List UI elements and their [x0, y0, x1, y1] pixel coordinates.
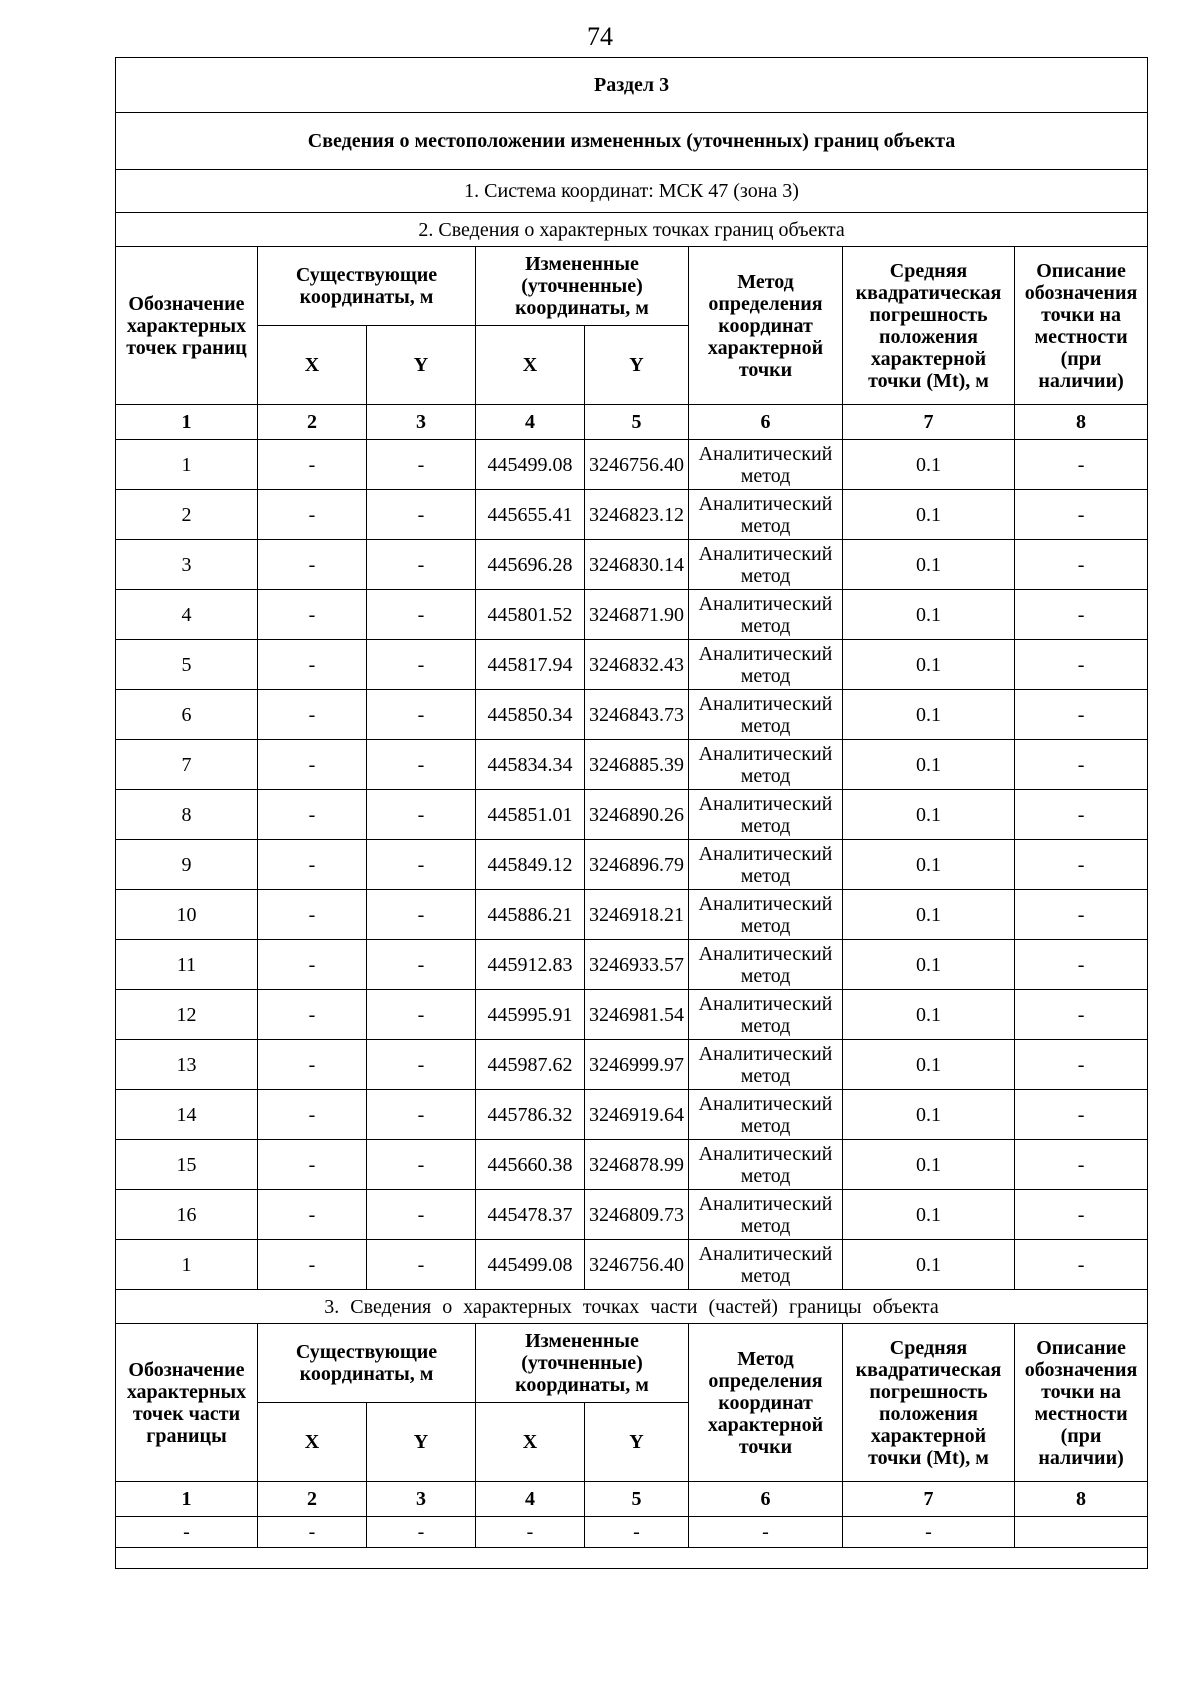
column-number: 4	[476, 1482, 585, 1517]
existing-x-cell: -	[258, 740, 367, 790]
mean-error-cell: 0.1	[843, 440, 1015, 490]
point-cell: 12	[116, 990, 258, 1040]
header-existing-coords: Существующие координаты, м	[258, 247, 476, 326]
changed-y-cell: 3246981.54	[585, 990, 689, 1040]
header-changed-y: Y	[585, 326, 689, 405]
section2-title: 2. Сведения о характерных точках границ объекта	[116, 213, 1148, 247]
column-number: 8	[1015, 405, 1148, 440]
changed-x-cell: 445499.08	[476, 440, 585, 490]
table-row	[116, 1190, 1148, 1240]
changed-y-cell: 3246933.57	[585, 940, 689, 990]
existing-x-cell: -	[258, 590, 367, 640]
mean-error-cell: 0.1	[843, 740, 1015, 790]
mean-error-cell: 0.1	[843, 940, 1015, 990]
changed-x-cell: 445995.91	[476, 990, 585, 1040]
header-existing-x: X	[258, 326, 367, 405]
changed-x-cell: 445834.34	[476, 740, 585, 790]
existing-x-cell: -	[258, 990, 367, 1040]
header-method: Метод определения координат характерной точки	[689, 247, 843, 405]
description-cell: -	[1015, 1140, 1148, 1190]
changed-y-cell: 3246999.97	[585, 1040, 689, 1090]
method-cell: Аналитический метод	[689, 1240, 843, 1290]
existing-x-cell: -	[258, 1090, 367, 1140]
changed-y-cell: 3246871.90	[585, 590, 689, 640]
point-cell: 8	[116, 790, 258, 840]
changed-y-cell: 3246896.79	[585, 840, 689, 890]
point-cell: 4	[116, 590, 258, 640]
changed-x-cell: 445696.28	[476, 540, 585, 590]
column-number: 1	[116, 405, 258, 440]
section3-title: 3. Сведения о характерных точках части (частей) границы объекта	[116, 1290, 1148, 1324]
section-subtitle: Сведения о местоположении измененных (уточненных) границ объекта	[116, 113, 1148, 170]
existing-x-cell: -	[258, 890, 367, 940]
point-cell: 1	[116, 1240, 258, 1290]
changed-x-cell: 445499.08	[476, 1240, 585, 1290]
existing-y-cell: -	[367, 1190, 476, 1240]
column-number: 3	[367, 405, 476, 440]
existing-y-cell: -	[367, 1240, 476, 1290]
point-cell: -	[116, 1517, 258, 1548]
method-cell: Аналитический метод	[689, 840, 843, 890]
point-cell: 14	[116, 1090, 258, 1140]
existing-y-cell: -	[367, 540, 476, 590]
point-cell: 16	[116, 1190, 258, 1240]
point-cell: 6	[116, 690, 258, 740]
table-row	[116, 590, 1148, 640]
header-description: Описание обозначения точки на местности (при наличии)	[1015, 1324, 1148, 1482]
point-cell: 15	[116, 1140, 258, 1190]
changed-y-cell: 3246919.64	[585, 1090, 689, 1140]
table-row	[116, 1517, 1148, 1548]
table-row	[116, 1140, 1148, 1190]
table-row	[116, 1090, 1148, 1140]
existing-y-cell: -	[367, 740, 476, 790]
changed-y-cell: 3246756.40	[585, 1240, 689, 1290]
changed-y-cell: 3246890.26	[585, 790, 689, 840]
method-cell: Аналитический метод	[689, 990, 843, 1040]
description-cell: -	[1015, 640, 1148, 690]
changed-x-cell: 445478.37	[476, 1190, 585, 1240]
changed-y-cell: 3246885.39	[585, 740, 689, 790]
column-number: 1	[116, 1482, 258, 1517]
description-cell	[1015, 1517, 1148, 1548]
point-cell: 9	[116, 840, 258, 890]
table-row	[116, 1240, 1148, 1290]
point-cell: 13	[116, 1040, 258, 1090]
column-number: 2	[258, 1482, 367, 1517]
existing-y-cell: -	[367, 840, 476, 890]
mean-error-cell: 0.1	[843, 640, 1015, 690]
header-changed-x: X	[476, 1403, 585, 1482]
table-row	[116, 940, 1148, 990]
column-number: 2	[258, 405, 367, 440]
header-point-designation: Обозначение характерных точек части границы	[116, 1324, 258, 1482]
description-cell: -	[1015, 590, 1148, 640]
existing-x-cell: -	[258, 840, 367, 890]
changed-y-cell: 3246878.99	[585, 1140, 689, 1190]
method-cell: Аналитический метод	[689, 690, 843, 740]
page-number: 74	[587, 22, 613, 51]
table-row	[116, 1040, 1148, 1090]
header-mean-error: Средняя квадратическая погрешность положения характерной точки (Mt), м	[843, 247, 1015, 405]
column-number: 4	[476, 405, 585, 440]
description-cell: -	[1015, 1040, 1148, 1090]
table-row	[116, 890, 1148, 940]
changed-x-cell: 445660.38	[476, 1140, 585, 1190]
header-existing-x: X	[258, 1403, 367, 1482]
description-cell: -	[1015, 940, 1148, 990]
changed-y-cell: 3246756.40	[585, 440, 689, 490]
description-cell: -	[1015, 490, 1148, 540]
description-cell: -	[1015, 440, 1148, 490]
description-cell: -	[1015, 740, 1148, 790]
method-cell: Аналитический метод	[689, 890, 843, 940]
header-changed-y: Y	[585, 1403, 689, 1482]
table-row	[116, 840, 1148, 890]
existing-x-cell: -	[258, 1240, 367, 1290]
changed-y-cell: 3246918.21	[585, 890, 689, 940]
changed-y-cell: -	[585, 1517, 689, 1548]
method-cell: Аналитический метод	[689, 1140, 843, 1190]
existing-x-cell: -	[258, 440, 367, 490]
existing-x-cell: -	[258, 790, 367, 840]
boundary-table	[115, 57, 1148, 1569]
header-changed-coords: Измененные (уточненные) координаты, м	[476, 1324, 689, 1403]
mean-error-cell: 0.1	[843, 690, 1015, 740]
table-row	[116, 490, 1148, 540]
mean-error-cell: 0.1	[843, 1090, 1015, 1140]
changed-x-cell: 445886.21	[476, 890, 585, 940]
existing-y-cell: -	[367, 1090, 476, 1140]
mean-error-cell: 0.1	[843, 590, 1015, 640]
existing-x-cell: -	[258, 1190, 367, 1240]
mean-error-cell: 0.1	[843, 790, 1015, 840]
table-row	[116, 540, 1148, 590]
point-cell: 10	[116, 890, 258, 940]
existing-y-cell: -	[367, 640, 476, 690]
point-cell: 3	[116, 540, 258, 590]
changed-x-cell: 445912.83	[476, 940, 585, 990]
method-cell: Аналитический метод	[689, 640, 843, 690]
column-number: 7	[843, 405, 1015, 440]
method-cell: Аналитический метод	[689, 1190, 843, 1240]
point-cell: 7	[116, 740, 258, 790]
header-existing-y: Y	[367, 326, 476, 405]
changed-x-cell: 445850.34	[476, 690, 585, 740]
mean-error-cell: 0.1	[843, 540, 1015, 590]
existing-y-cell: -	[367, 790, 476, 840]
header-existing-coords: Существующие координаты, м	[258, 1324, 476, 1403]
description-cell: -	[1015, 1190, 1148, 1240]
method-cell: -	[689, 1517, 843, 1548]
changed-y-cell: 3246832.43	[585, 640, 689, 690]
mean-error-cell: 0.1	[843, 1240, 1015, 1290]
coordinate-system: 1. Система координат: МСК 47 (зона 3)	[116, 170, 1148, 213]
existing-y-cell: -	[367, 940, 476, 990]
existing-x-cell: -	[258, 540, 367, 590]
description-cell: -	[1015, 1240, 1148, 1290]
method-cell: Аналитический метод	[689, 490, 843, 540]
mean-error-cell: 0.1	[843, 840, 1015, 890]
column-number: 6	[689, 1482, 843, 1517]
existing-x-cell: -	[258, 1140, 367, 1190]
existing-x-cell: -	[258, 940, 367, 990]
existing-x-cell: -	[258, 490, 367, 540]
changed-x-cell: 445801.52	[476, 590, 585, 640]
method-cell: Аналитический метод	[689, 440, 843, 490]
description-cell: -	[1015, 890, 1148, 940]
description-cell: -	[1015, 540, 1148, 590]
column-number: 6	[689, 405, 843, 440]
header-existing-y: Y	[367, 1403, 476, 1482]
existing-y-cell: -	[367, 890, 476, 940]
changed-x-cell: 445786.32	[476, 1090, 585, 1140]
method-cell: Аналитический метод	[689, 540, 843, 590]
section2-column-numbers	[116, 405, 1148, 440]
changed-x-cell: 445851.01	[476, 790, 585, 840]
header-changed-coords: Измененные (уточненные) координаты, м	[476, 247, 689, 326]
changed-y-cell: 3246843.73	[585, 690, 689, 740]
blank-cell	[116, 1548, 1148, 1569]
column-number: 5	[585, 405, 689, 440]
existing-y-cell: -	[367, 590, 476, 640]
mean-error-cell: 0.1	[843, 1040, 1015, 1090]
changed-x-cell: 445987.62	[476, 1040, 585, 1090]
changed-x-cell: 445655.41	[476, 490, 585, 540]
existing-y-cell: -	[367, 690, 476, 740]
point-cell: 1	[116, 440, 258, 490]
table-row	[116, 440, 1148, 490]
table-row	[116, 640, 1148, 690]
description-cell: -	[1015, 690, 1148, 740]
method-cell: Аналитический метод	[689, 940, 843, 990]
description-cell: -	[1015, 990, 1148, 1040]
header-changed-x: X	[476, 326, 585, 405]
table-row	[116, 690, 1148, 740]
header-method: Метод определения координат характерной точки	[689, 1324, 843, 1482]
changed-x-cell: 445849.12	[476, 840, 585, 890]
mean-error-cell: 0.1	[843, 990, 1015, 1040]
header-point-designation: Обозначение характерных точек границ	[116, 247, 258, 405]
method-cell: Аналитический метод	[689, 590, 843, 640]
header-mean-error: Средняя квадратическая погрешность положения характерной точки (Mt), м	[843, 1324, 1015, 1482]
description-cell: -	[1015, 840, 1148, 890]
column-number: 7	[843, 1482, 1015, 1517]
existing-y-cell: -	[367, 990, 476, 1040]
section2-header-row	[116, 247, 1148, 326]
existing-y-cell: -	[367, 1040, 476, 1090]
section3-header-row	[116, 1324, 1148, 1403]
header-description: Описание обозначения точки на местности (при наличии)	[1015, 247, 1148, 405]
existing-x-cell: -	[258, 1040, 367, 1090]
changed-x-cell: -	[476, 1517, 585, 1548]
method-cell: Аналитический метод	[689, 1040, 843, 1090]
description-cell: -	[1015, 1090, 1148, 1140]
mean-error-cell: 0.1	[843, 1140, 1015, 1190]
changed-y-cell: 3246809.73	[585, 1190, 689, 1240]
table-row	[116, 990, 1148, 1040]
point-cell: 11	[116, 940, 258, 990]
description-cell: -	[1015, 790, 1148, 840]
mean-error-cell: 0.1	[843, 1190, 1015, 1240]
method-cell: Аналитический метод	[689, 740, 843, 790]
point-cell: 2	[116, 490, 258, 540]
existing-x-cell: -	[258, 1517, 367, 1548]
existing-y-cell: -	[367, 440, 476, 490]
mean-error-cell: 0.1	[843, 490, 1015, 540]
changed-y-cell: 3246830.14	[585, 540, 689, 590]
section3-column-numbers	[116, 1482, 1148, 1517]
blank-row	[116, 1548, 1148, 1569]
column-number: 8	[1015, 1482, 1148, 1517]
column-number: 5	[585, 1482, 689, 1517]
existing-y-cell: -	[367, 1517, 476, 1548]
column-number: 3	[367, 1482, 476, 1517]
changed-x-cell: 445817.94	[476, 640, 585, 690]
existing-y-cell: -	[367, 490, 476, 540]
section-title: Раздел 3	[116, 58, 1148, 113]
table-row	[116, 790, 1148, 840]
existing-y-cell: -	[367, 1140, 476, 1190]
method-cell: Аналитический метод	[689, 1090, 843, 1140]
changed-y-cell: 3246823.12	[585, 490, 689, 540]
table-row	[116, 740, 1148, 790]
existing-x-cell: -	[258, 690, 367, 740]
mean-error-cell: 0.1	[843, 890, 1015, 940]
existing-x-cell: -	[258, 640, 367, 690]
point-cell: 5	[116, 640, 258, 690]
method-cell: Аналитический метод	[689, 790, 843, 840]
mean-error-cell: -	[843, 1517, 1015, 1548]
